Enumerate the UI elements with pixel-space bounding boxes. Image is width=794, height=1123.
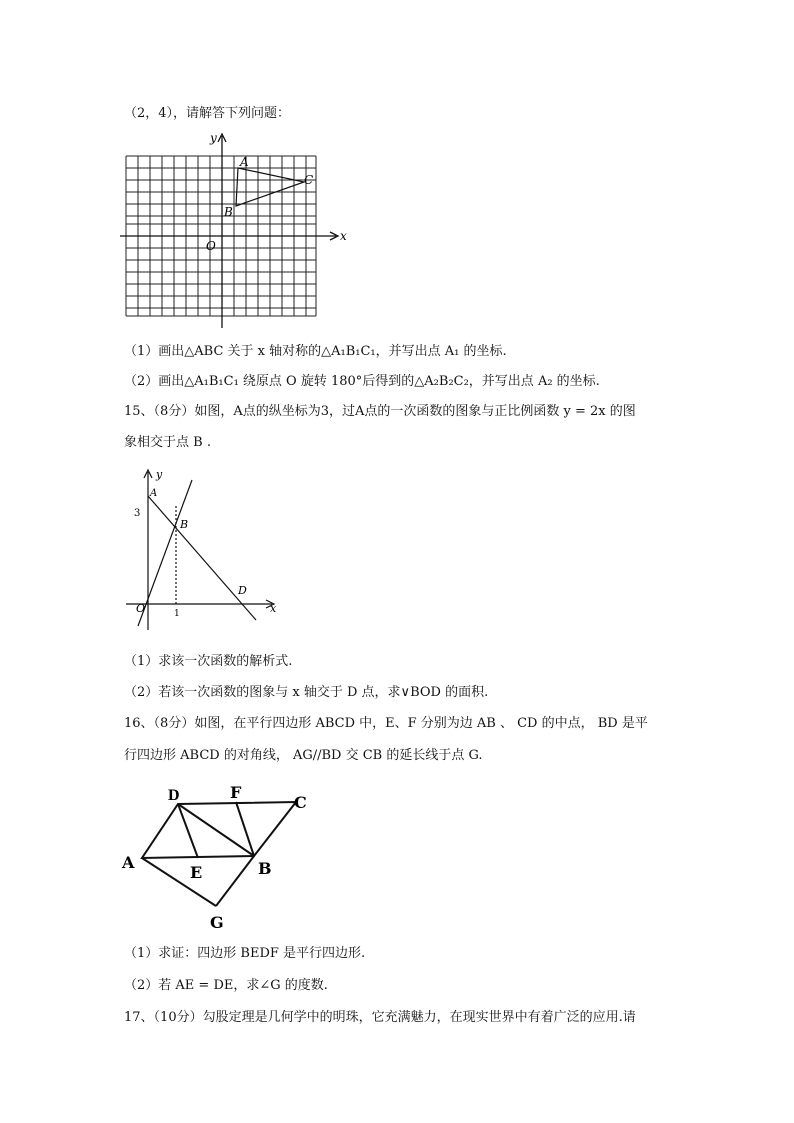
diagonal-bd bbox=[178, 804, 254, 856]
fig2-b-label: B bbox=[180, 518, 189, 531]
segment-ag bbox=[142, 858, 216, 906]
point-b-label: B bbox=[224, 205, 233, 219]
q14-part1: （1）画出△ABC 关于 x 轴对称的△A₁B₁C₁，并写出点 A₁ 的坐标. bbox=[124, 344, 507, 359]
fig2-y-label: y bbox=[156, 468, 163, 481]
figure-linear-functions bbox=[120, 466, 284, 636]
segment-de bbox=[178, 804, 198, 858]
q16-line2: 行四边形 ABCD 的对角线， AG//BD 交 CB 的延长线于点 G. bbox=[124, 748, 483, 763]
q15-part2: （2）若该一次函数的图象与 x 轴交于 D 点，求∨BOD 的面积. bbox=[124, 685, 489, 700]
q14-part2: （2）画出△A₁B₁C₁ 绕原点 O 旋转 180°后得到的△A₂B₂C₂，并写出点 A₂ 的坐标. bbox=[124, 374, 600, 389]
q16-line1: 16、（8分）如图，在平行四边形 ABCD 中，E、F 分别为边 AB 、 CD 的中点， BD 是平 bbox=[124, 716, 648, 731]
fig2-three-label: 3 bbox=[134, 508, 141, 519]
figure-parallelogram bbox=[118, 780, 318, 936]
fig3-a-label: A bbox=[122, 853, 135, 872]
q15-line2: 象相交于点 B . bbox=[124, 435, 211, 450]
y-axis-label: y bbox=[210, 131, 217, 145]
intro-line: （2，4），请解答下列问题： bbox=[124, 106, 291, 121]
figure-grid-triangle bbox=[118, 130, 350, 330]
fig2-x-label: x bbox=[270, 602, 277, 615]
fig2-one-label: 1 bbox=[174, 609, 180, 619]
parallelogram-abcd bbox=[142, 802, 296, 858]
fig2-o-label: O bbox=[136, 602, 146, 615]
q17-line1: 17、（10分）勾股定理是几何学中的明珠，它充满魅力，在现实世界中有着广泛的应用.请 bbox=[124, 1010, 636, 1025]
q16-part2: （2）若 AE = DE，求∠G 的度数. bbox=[124, 978, 328, 993]
fig3-e-label: E bbox=[190, 863, 203, 882]
segment-bg bbox=[216, 856, 254, 906]
fig3-d-label: D bbox=[168, 787, 180, 804]
q16-part1: （1）求证：四边形 BEDF 是平行四边形. bbox=[124, 946, 366, 961]
axes bbox=[120, 134, 338, 328]
line-ad bbox=[148, 496, 256, 620]
point-c-label: C bbox=[304, 173, 314, 187]
fig3-g-label: G bbox=[210, 913, 224, 932]
fig2-a-label: A bbox=[150, 488, 158, 499]
x-axis-label: x bbox=[340, 229, 347, 243]
segment-fb bbox=[236, 802, 254, 856]
origin-label: O bbox=[206, 239, 216, 253]
q15-part1: （1）求该一次函数的解析式. bbox=[124, 654, 293, 669]
fig2-d-label: D bbox=[238, 584, 247, 597]
point-a-label: A bbox=[240, 155, 249, 169]
fig3-c-label: C bbox=[294, 793, 307, 812]
fig3-f-label: F bbox=[230, 783, 242, 802]
fig3-b-label: B bbox=[258, 859, 272, 878]
q15-line1: 15、（8分）如图，A点的纵坐标为3，过A点的一次函数的图象与正比例函数 y = 2x 的图 bbox=[124, 404, 636, 419]
